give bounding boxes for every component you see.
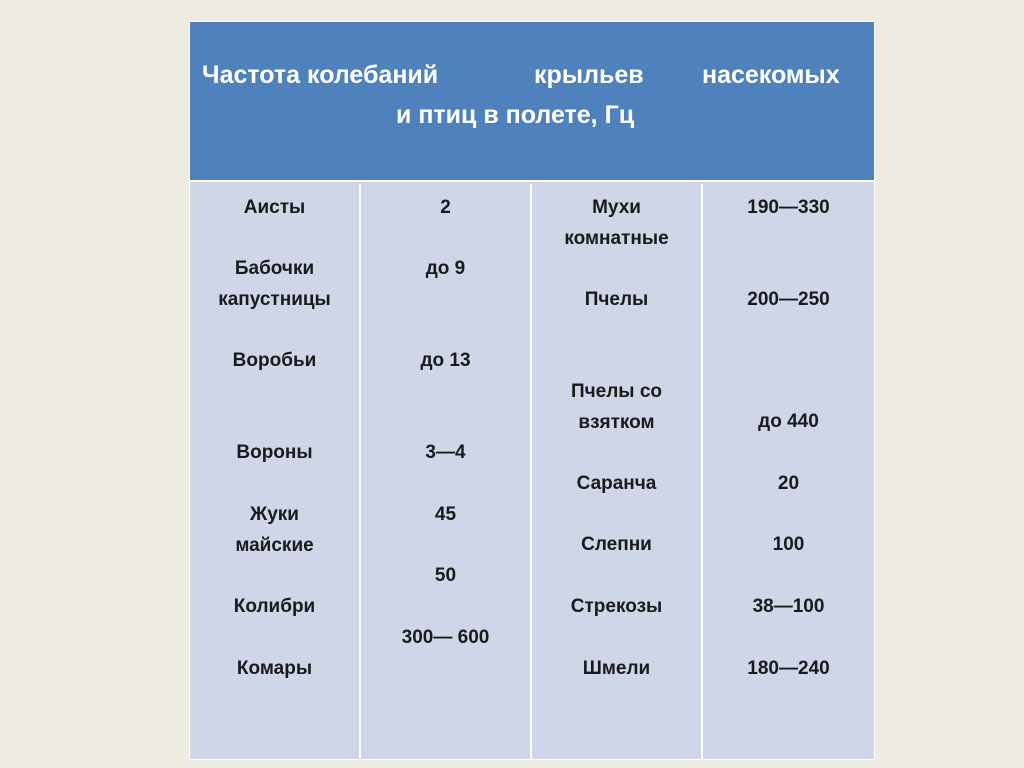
left-name-6-line-1: Колибри bbox=[233, 596, 316, 617]
table-header bbox=[190, 22, 874, 182]
left-value-6: 50 bbox=[434, 565, 457, 586]
left-name-1 bbox=[190, 192, 359, 223]
right-name-5-line-1: Слепни bbox=[581, 534, 652, 555]
frequency-table bbox=[189, 21, 875, 760]
left-value-5: 45 bbox=[434, 504, 457, 525]
left-name-4-line-1: Вороны bbox=[236, 442, 313, 463]
right-name-4-line-1: Саранча bbox=[576, 473, 657, 494]
right-name-3-line-1: Пчелы со bbox=[570, 381, 662, 402]
left-name-3-line-1: Воробьи bbox=[232, 350, 317, 371]
right-name-1-line-1: Мухи bbox=[592, 197, 641, 218]
right-name-7 bbox=[532, 653, 701, 684]
right-name-2 bbox=[532, 284, 701, 315]
left-value-2: до 9 bbox=[425, 258, 466, 279]
right-name-2-line-1: Пчелы bbox=[584, 289, 649, 310]
left-value-3: до 13 bbox=[420, 350, 471, 371]
left-value-1: 2 bbox=[440, 197, 451, 218]
title-part-4: и птиц в полете, Гц bbox=[396, 101, 635, 129]
left-name-7 bbox=[190, 653, 359, 684]
title-part-1: Частота колебаний bbox=[202, 61, 439, 89]
left-name-6 bbox=[190, 591, 359, 622]
right-name-6-line-1: Стрекозы bbox=[570, 596, 663, 617]
left-value-4: 3—4 bbox=[425, 442, 466, 463]
title-part-2: крыльев bbox=[534, 61, 644, 89]
left-name-2-line-1: Бабочки bbox=[234, 258, 315, 279]
right-name-6 bbox=[532, 591, 701, 622]
column-left-names bbox=[190, 184, 361, 759]
right-name-4 bbox=[532, 468, 701, 499]
left-name-5 bbox=[190, 499, 359, 561]
left-name-2-line-2: капустницы bbox=[218, 289, 331, 310]
column-left-values bbox=[361, 184, 532, 759]
right-name-5 bbox=[532, 529, 701, 560]
right-name-1-line-2: комнатные bbox=[564, 228, 669, 249]
right-value-5: 100 bbox=[772, 534, 805, 555]
column-right-values bbox=[703, 184, 874, 759]
right-name-3 bbox=[532, 376, 701, 438]
right-value-1: 190—330 bbox=[747, 197, 830, 218]
left-name-2 bbox=[190, 253, 359, 315]
right-name-7-line-1: Шмели bbox=[582, 658, 651, 679]
left-name-4 bbox=[190, 437, 359, 468]
right-name-3-line-2: взятком bbox=[578, 412, 655, 433]
title-part-3: насекомых bbox=[702, 61, 840, 89]
left-name-5-line-2: майские bbox=[235, 535, 314, 556]
column-right-names bbox=[532, 184, 703, 759]
right-value-7: 180—240 bbox=[747, 658, 830, 679]
left-name-1-line-1: Аисты bbox=[243, 197, 306, 218]
right-value-6: 38—100 bbox=[752, 596, 825, 617]
left-name-3 bbox=[190, 345, 359, 376]
right-value-4: 20 bbox=[777, 473, 800, 494]
left-name-5-line-1: Жуки bbox=[250, 504, 299, 525]
right-name-1 bbox=[532, 192, 701, 254]
left-value-7: 300— 600 bbox=[401, 627, 490, 648]
right-value-3: до 440 bbox=[758, 411, 819, 432]
left-name-7-line-1: Комары bbox=[236, 658, 313, 679]
right-value-2: 200—250 bbox=[747, 289, 830, 310]
